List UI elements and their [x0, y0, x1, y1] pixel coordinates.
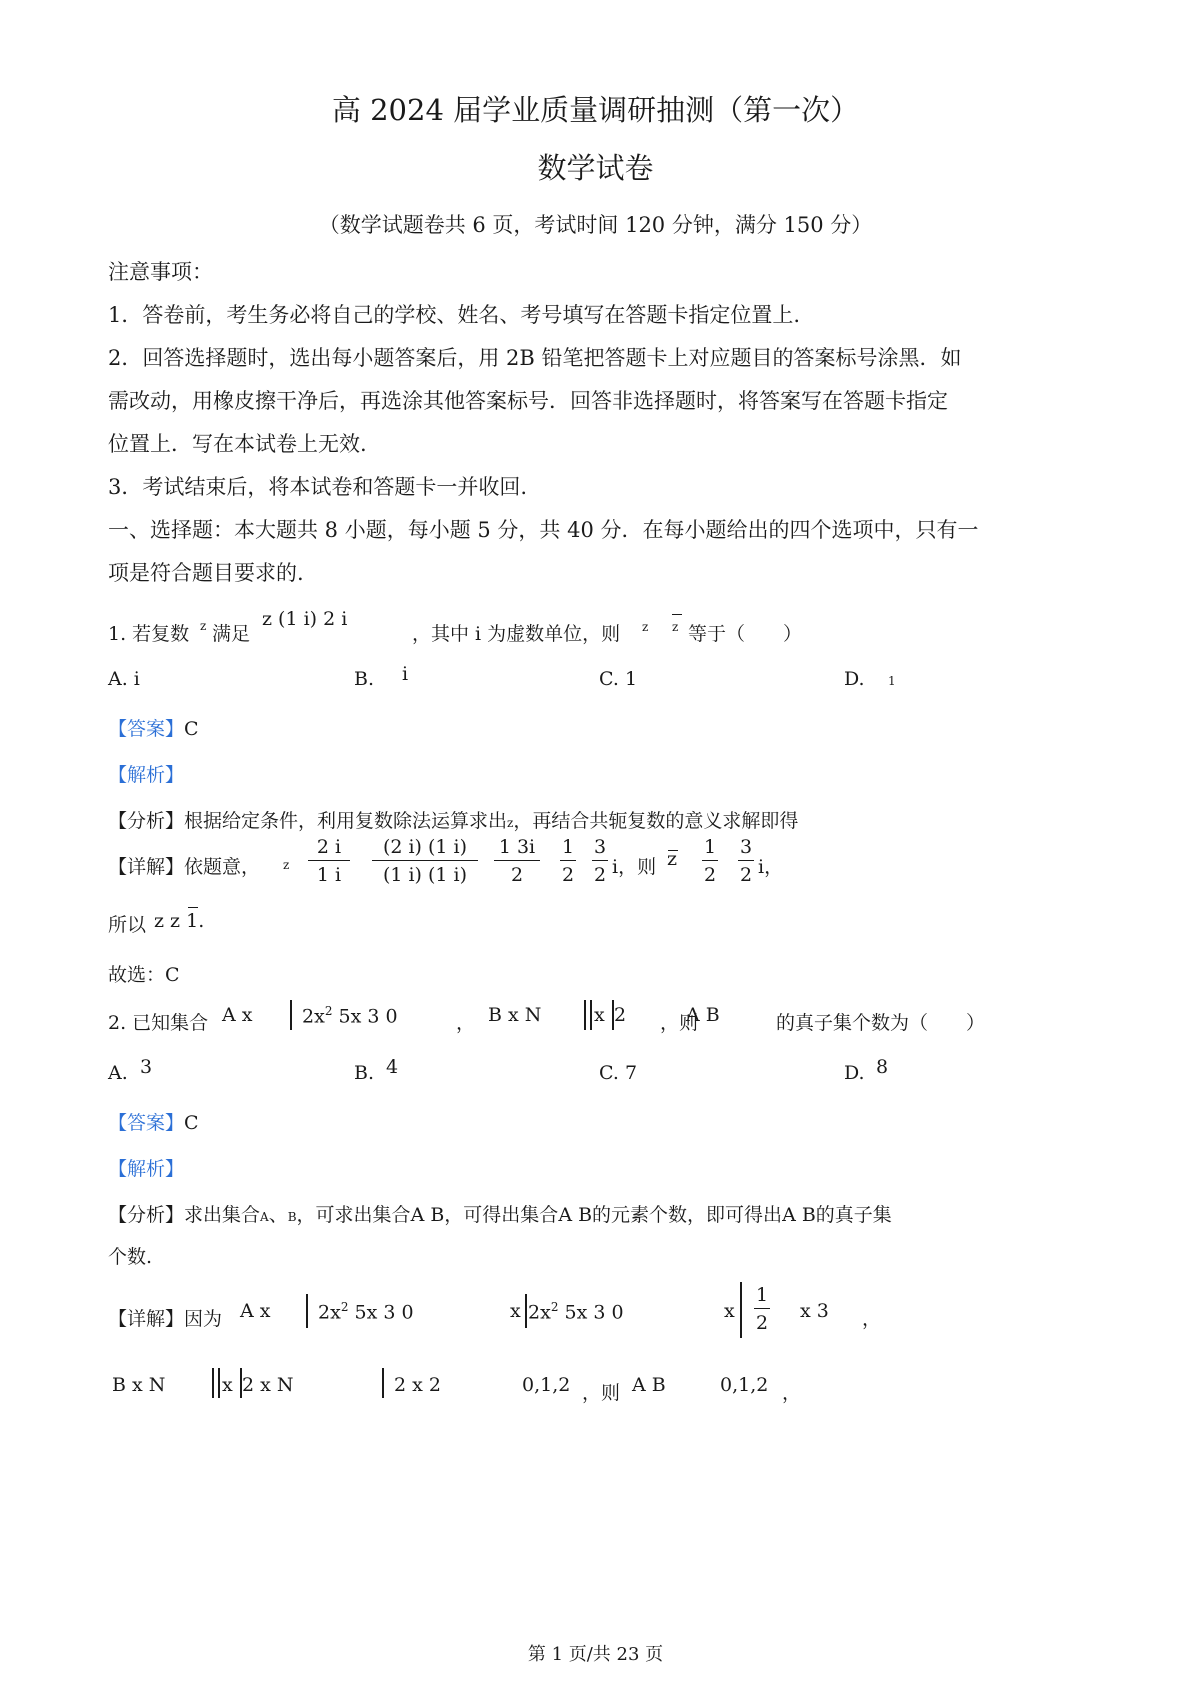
q2-xj-cond-2 [528, 1300, 624, 1323]
section-1-line-2: 项是符合题目要求的. [108, 561, 304, 585]
q1-option-d-label: D. [844, 668, 865, 690]
q2-xj-2x-2: 2x [528, 1301, 551, 1324]
q1-option-c: C. 1 [599, 668, 638, 690]
q2-fenxi-ab2: A B [558, 1204, 593, 1226]
q2-abs-left [590, 1000, 592, 1030]
q1-option-d: 1 [888, 674, 896, 688]
q2-option-a-label: A. [108, 1062, 128, 1084]
page-footer: 第 1 页/共 23 页 [527, 1644, 664, 1665]
q2-fenxi-ab3: A B [782, 1204, 816, 1226]
q1-result-conj-bar [188, 907, 198, 908]
q2-fenxi-d: 的元素个数，即可得出 [592, 1204, 783, 1226]
q1-frac-2-bar [372, 860, 478, 861]
q2-option-d-label: D. [844, 1062, 865, 1084]
q1-xiangjie [108, 852, 260, 879]
q1-frac-7-den: 2 [739, 864, 753, 886]
q1-frac-3-den: 2 [510, 864, 524, 886]
q2-set-b-rest: 2 [614, 1004, 627, 1026]
q1-frac-7-num: 3 [739, 836, 753, 858]
q2-fenxi-sep: 、 [268, 1204, 288, 1226]
q2-set-a-cond [302, 1004, 398, 1027]
q2-xj-sup-1: 2 [340, 1300, 349, 1314]
q2-xj-frac-num: 1 [755, 1284, 769, 1306]
q1-jiexi: 【解析】 [108, 764, 185, 786]
q2-xj-frac [752, 1284, 772, 1334]
q1-frac-4-bar [560, 860, 576, 861]
q1-xiangjie-text: 依题意， [184, 856, 261, 878]
q2-xj-b-divider [212, 1368, 214, 1398]
q2-fenxi-line-2: 个数. [108, 1246, 153, 1268]
q1-stem-d: 等于（ ） [688, 623, 803, 645]
q2-set-b-x: x [594, 1004, 605, 1026]
q1-stem-a: 1. 若复数 [108, 623, 190, 645]
q1-frac-7 [736, 836, 756, 886]
q2-xj-b-x: x [222, 1374, 233, 1396]
q2-answer [108, 1108, 199, 1135]
q2-xj-b-ab: A B [632, 1374, 666, 1396]
q1-guxuan: 故选：C [108, 964, 180, 986]
q1-frac-6-num: 1 [703, 836, 717, 858]
q2-fenxi-A: A [260, 1210, 269, 1224]
q2-xj-frac-den: 2 [755, 1312, 769, 1334]
q2-fenxi-b: ，可求出集合 [296, 1204, 411, 1226]
q2-answer-value: C [184, 1112, 199, 1134]
q2-fenxi-tag: 【分析】 [108, 1204, 185, 1226]
q2-xj-b-set-2: 0,1,2 [720, 1374, 769, 1396]
q2-xj-x2: x [510, 1300, 521, 1322]
q2-set-b: B x N [488, 1004, 542, 1026]
q2-xj-b-ze: ，则 [582, 1382, 621, 1404]
q1-option-b: i [402, 663, 409, 685]
q1-fenxi-z: z [507, 816, 514, 830]
q1-frac-1-den: 1 i [316, 864, 342, 886]
q1-suoyi: 所以 [108, 914, 147, 936]
q2-xj-x3: x [724, 1300, 735, 1322]
q2-fenxi-c: ，可得出集合 [444, 1204, 559, 1226]
note-item-2-line-1: 2．回答选择题时，选出每小题答案后，用 2B 铅笔把答题卡上对应题目的答案标号涂黑．如 [108, 346, 962, 370]
q1-option-b-label: B. [354, 668, 375, 690]
q1-frac-2 [370, 836, 480, 886]
q2-xj-comma: ， [862, 1308, 882, 1330]
q2-xj-set-b: B x N [112, 1374, 166, 1396]
q1-frac-3-num: 1 3i [498, 836, 536, 858]
q2-xj-2x-1: 2x [318, 1301, 341, 1324]
q2-comma: ， [456, 1012, 476, 1034]
q1-frac-1 [306, 836, 352, 886]
q2-xj-b-range: 2 x 2 [394, 1374, 441, 1396]
q1-stem-c: ，其中 i 为虚数单位，则 [412, 623, 621, 645]
q2-fenxi [108, 1200, 892, 1227]
q2-xj-rest-2: 5x 3 0 [558, 1301, 624, 1324]
q1-answer-value: C [184, 718, 199, 740]
q2-xj-b-set: 0,1,2 [522, 1374, 571, 1396]
q1-answer [108, 714, 199, 741]
q1-xiangjie-tag: 【详解】 [108, 856, 185, 878]
q1-frac-6-den: 2 [703, 864, 717, 886]
q1-result: z z 1. [154, 910, 205, 932]
q2-set-b-divider [584, 1000, 586, 1030]
q2-xj-rest-1: 5x 3 0 [348, 1301, 414, 1324]
q1-fenxi-tag: 【分析】 [108, 810, 185, 832]
q1-frac-1-num: 2 i [316, 836, 342, 858]
note-item-3: 3．考试结束后，将本试卷和答题卡一并收回. [108, 475, 528, 499]
q2-set-a: A x [222, 1004, 253, 1026]
q1-equation: z (1 i) 2 i [262, 608, 348, 630]
q1-xj-i2: i， [758, 856, 784, 878]
q1-answer-tag: 【答案】 [108, 718, 185, 740]
q2-set-a-rest: 5x 3 0 [332, 1005, 398, 1028]
q2-xj-divider-1 [306, 1294, 308, 1328]
q1-xj-z: z [283, 858, 290, 872]
q2-xj-divider-2 [525, 1294, 527, 1328]
q1-stem-b: 满足 [212, 623, 251, 645]
q1-frac-5 [590, 836, 610, 886]
q2-fenxi-ab1: A B [410, 1204, 445, 1226]
q1-frac-4-den: 2 [561, 864, 575, 886]
note-item-2-line-3: 位置上．写在本试卷上无效. [108, 432, 367, 456]
q1-frac-7-bar [738, 860, 754, 861]
section-1-line-1: 一、选择题：本大题共 8 小题，每小题 5 分，共 40 分．在每小题给出的四个选项中，只有一 [108, 518, 979, 542]
q2-xj-sup-2: 2 [550, 1300, 559, 1314]
q1-fenxi [108, 806, 798, 833]
note-item-1: 1．答卷前，考生务必将自己的学校、姓名、考号填写在答题卡指定位置上. [108, 303, 801, 327]
q1-frac-2-den: (1 i) (1 i) [382, 864, 468, 886]
q2-option-b: 4 [386, 1056, 399, 1078]
exam-info: （数学试题卷共 6 页，考试时间 120 分钟，满分 150 分） [318, 213, 873, 237]
q2-fenxi-e: 的真子集 [815, 1204, 892, 1226]
notes-heading: 注意事项： [108, 260, 213, 284]
q2-xiangjie-tag: 【详解】 [108, 1308, 185, 1330]
q2-xj-frac-bar [754, 1308, 770, 1309]
q1-fenxi-end: ，再结合共轭复数的意义求解即得 [513, 810, 799, 832]
q1-xj-i1: i，则 [612, 856, 657, 878]
q2-xj-b-abs-left [218, 1368, 220, 1398]
q1-var-zbar: z [672, 620, 679, 634]
q1-frac-6 [700, 836, 720, 886]
q2-xj-b-divider-2 [382, 1368, 384, 1398]
q1-var-z: z [200, 619, 207, 633]
q2-option-d: 8 [876, 1056, 889, 1078]
q2-fenxi-a: 求出集合 [184, 1204, 261, 1226]
q2-set-a-2x: 2x [302, 1005, 325, 1028]
q2-fenxi-B: B [287, 1210, 297, 1224]
q2-set-a-divider [290, 1000, 292, 1030]
q1-frac-3-bar [494, 860, 540, 861]
q2-stem-b: ，则 [660, 1012, 699, 1034]
q2-answer-tag: 【答案】 [108, 1112, 185, 1134]
note-item-2-line-2: 需改动，用橡皮擦干净后，再选涂其他答案标号．回答非选择题时，将答案写在答题卡指定 [108, 389, 948, 413]
q1-var-z2: z [642, 620, 649, 634]
q1-frac-5-bar [592, 860, 608, 861]
q2-stem-a: 2. 已知集合 [108, 1012, 209, 1034]
q1-frac-1-bar [308, 860, 350, 861]
q2-xj-cond-1 [318, 1300, 414, 1323]
q2-a-cap-b: A B [686, 1004, 720, 1026]
q2-jiexi: 【解析】 [108, 1158, 185, 1180]
q2-xj-b-end: ， [782, 1382, 802, 1404]
q2-xj-b-mid: 2 x N [242, 1374, 294, 1396]
q2-xiangjie [108, 1304, 222, 1331]
q2-xiangjie-text: 因为 [184, 1308, 223, 1330]
q2-xj-tail: x 3 [800, 1300, 829, 1322]
q1-option-a: A. i [108, 668, 140, 690]
q1-fenxi-text: 根据给定条件，利用复数除法运算求出 [184, 810, 508, 832]
q1-frac-6-bar [702, 860, 718, 861]
q2-stem-c: 的真子集个数为（ ） [776, 1012, 986, 1034]
q1-conj-bar [672, 614, 682, 615]
q1-frac-5-den: 2 [593, 864, 607, 886]
q1-frac-2-num: (2 i) (1 i) [382, 836, 468, 858]
q2-xj-set-a: A x [240, 1300, 271, 1322]
q2-option-c: C. 7 [599, 1062, 638, 1084]
exam-subject: 数学试卷 [537, 151, 654, 185]
q1-frac-5-num: 3 [593, 836, 607, 858]
q2-option-b-label: B. [354, 1062, 375, 1084]
q1-frac-4 [558, 836, 578, 886]
q1-xj-zbar: z [667, 848, 678, 870]
q1-frac-4-num: 1 [561, 836, 575, 858]
exam-title: 高 2024 届学业质量调研抽测（第一次） [331, 93, 860, 127]
q2-xj-divider-3 [740, 1282, 742, 1338]
q1-frac-3 [492, 836, 542, 886]
q2-option-a: 3 [140, 1056, 153, 1078]
q2-set-a-sup: 2 [324, 1004, 333, 1018]
